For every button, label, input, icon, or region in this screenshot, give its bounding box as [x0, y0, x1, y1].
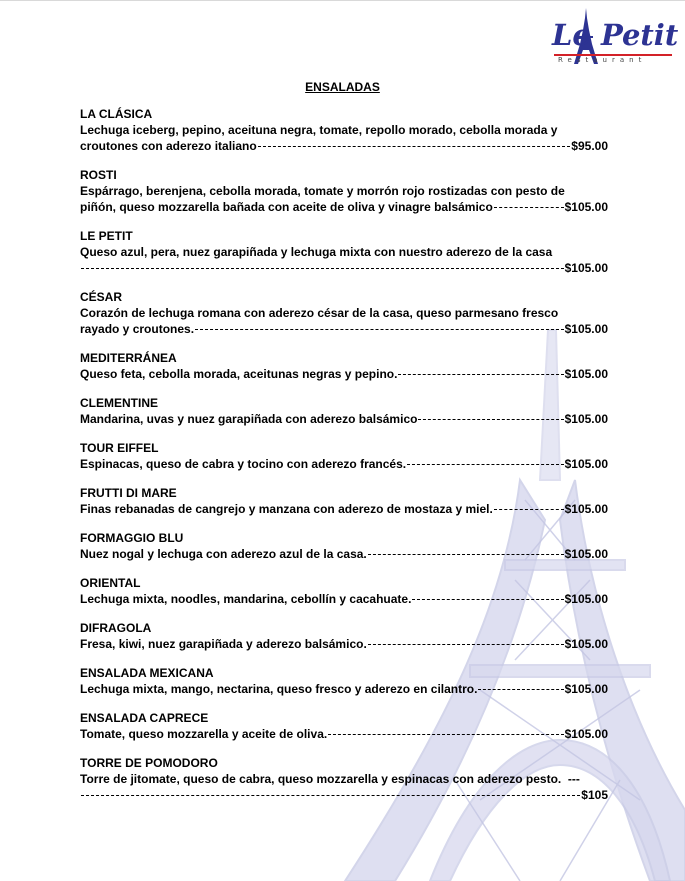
menu-items	[80, 107, 608, 817]
menu-item-name: FORMAGGIO BLU	[80, 531, 184, 545]
menu-item-price: $105.00	[564, 322, 608, 336]
menu-item-name: LA CLÁSICA	[80, 107, 153, 121]
menu-item	[80, 168, 608, 215]
price-leader	[328, 734, 563, 735]
menu-item-description-line	[80, 244, 608, 260]
menu-item-description-line	[80, 771, 608, 787]
menu-item	[80, 290, 608, 337]
menu-item-name: ENSALADA MEXICANA	[80, 666, 214, 680]
logo-text: Le Petit	[552, 18, 679, 52]
menu-item-description-line	[80, 183, 608, 199]
menu-item-description: Finas rebanadas de cangrejo y manzana con aderezo de mostaza y miel.	[80, 502, 493, 516]
menu-item	[80, 107, 608, 154]
menu-item-price: $105.00	[564, 502, 608, 516]
menu-item	[80, 229, 608, 276]
menu-item-description-line	[80, 636, 608, 652]
menu-item	[80, 621, 608, 652]
menu-item-name: ROSTI	[80, 168, 117, 182]
menu-item-name: ORIENTAL	[80, 576, 141, 590]
menu-item-description-line	[80, 366, 608, 382]
menu-item-description-line	[80, 787, 608, 803]
menu-item	[80, 666, 608, 697]
menu-item-description-line	[80, 681, 608, 697]
section-title: ENSALADAS	[305, 80, 380, 94]
menu-item	[80, 351, 608, 382]
menu-item-price: $105	[581, 788, 608, 802]
menu-item-name: TOUR EIFFEL	[80, 441, 159, 455]
price-leader	[195, 329, 564, 330]
menu-item-description: Lechuga iceberg, pepino, aceituna negra, tomate, repollo morado, cebolla morada y	[80, 123, 558, 137]
price-leader	[368, 554, 564, 555]
menu-item-description-line	[80, 199, 608, 215]
menu-item-price: $105.00	[564, 637, 608, 651]
menu-item-description-line	[80, 138, 608, 154]
menu-item-description-line	[80, 456, 608, 472]
menu-item-name: DIFRAGOLA	[80, 621, 152, 635]
menu-item-description-line	[80, 546, 608, 562]
menu-item-description-line	[80, 305, 608, 321]
menu-item-description: piñón, queso mozzarella bañada con aceite de oliva y vinagre balsámico	[80, 200, 493, 214]
menu-item	[80, 486, 608, 517]
menu-item-description: Fresa, kiwi, nuez garapiñada y aderezo balsámico.	[80, 637, 367, 651]
menu-item-price: $105.00	[564, 200, 608, 214]
price-leader	[407, 464, 563, 465]
price-leader	[494, 207, 564, 208]
menu-item-price: $105.00	[564, 592, 608, 606]
price-leader	[81, 268, 564, 269]
menu-item-name: LE PETIT	[80, 229, 133, 243]
price-leader	[398, 374, 563, 375]
menu-item-description-line	[80, 591, 608, 607]
menu-item-description: Espinacas, queso de cabra y tocino con aderezo francés.	[80, 457, 407, 471]
menu-item-description: Lechuga mixta, noodles, mandarina, cebollín y cacahuate.	[80, 592, 412, 606]
menu-item-description: Queso azul, pera, nuez garapiñada y lechuga mixta con nuestro aderezo de la casa	[80, 245, 553, 259]
menu-item-price: $105.00	[564, 682, 608, 696]
menu-item-description-line	[80, 321, 608, 337]
menu-item-name: TORRE DE POMODORO	[80, 756, 218, 770]
menu-item-price: $105.00	[564, 261, 608, 275]
price-leader	[81, 795, 580, 796]
menu-item-description-line	[80, 122, 608, 138]
menu-item-name: ENSALADA CAPRECE	[80, 711, 209, 725]
logo-subtitle: Restaurant	[558, 56, 647, 64]
menu-item-description-line	[80, 501, 608, 517]
menu-item-description: Lechuga mixta, mango, nectarina, queso fresco y aderezo en cilantro.	[80, 682, 478, 696]
menu-item	[80, 576, 608, 607]
menu-item-description: Mandarina, uvas y nuez garapiñada con aderezo balsámico	[80, 412, 418, 426]
price-leader	[478, 689, 563, 690]
menu-item	[80, 756, 608, 803]
price-leader	[258, 146, 571, 147]
menu-item-description-line	[80, 726, 608, 742]
menu-item	[80, 711, 608, 742]
menu-item-description: croutones con aderezo italiano	[80, 139, 257, 153]
price-leader	[418, 419, 563, 420]
menu-item-name: FRUTTI DI MARE	[80, 486, 177, 500]
menu-item-price: $105.00	[564, 547, 608, 561]
menu-item-description: Torre de jitomate, queso de cabra, queso mozzarella y espinacas con aderezo pesto. ---	[80, 772, 580, 786]
price-leader	[494, 509, 564, 510]
menu-item	[80, 441, 608, 472]
menu-item-description: Queso feta, cebolla morada, aceitunas negras y pepino.	[80, 367, 398, 381]
menu-item-name: MEDITERRÁNEA	[80, 351, 177, 365]
price-leader	[412, 599, 563, 600]
restaurant-logo	[540, 8, 680, 70]
menu-item-price: $105.00	[564, 412, 608, 426]
menu-item	[80, 396, 608, 427]
menu-item-description: rayado y croutones.	[80, 322, 195, 336]
menu-item-price: $105.00	[564, 727, 608, 741]
menu-item-price: $95.00	[571, 139, 608, 153]
menu-item-description-line	[80, 260, 608, 276]
menu-item-description: Espárrago, berenjena, cebolla morada, tomate y morrón rojo rostizadas con pesto de	[80, 184, 565, 198]
menu-item-price: $105.00	[564, 457, 608, 471]
price-leader	[368, 644, 564, 645]
menu-item-description-line	[80, 411, 608, 427]
menu-item-description: Tomate, queso mozzarella y aceite de oliva.	[80, 727, 328, 741]
menu-item-description: Corazón de lechuga romana con aderezo césar de la casa, queso parmesano fresco	[80, 306, 559, 320]
menu-item-description: Nuez nogal y lechuga con aderezo azul de la casa.	[80, 547, 367, 561]
menu-item-name: CLEMENTINE	[80, 396, 158, 410]
menu-item	[80, 531, 608, 562]
menu-item-price: $105.00	[564, 367, 608, 381]
menu-item-name: CÉSAR	[80, 290, 123, 304]
